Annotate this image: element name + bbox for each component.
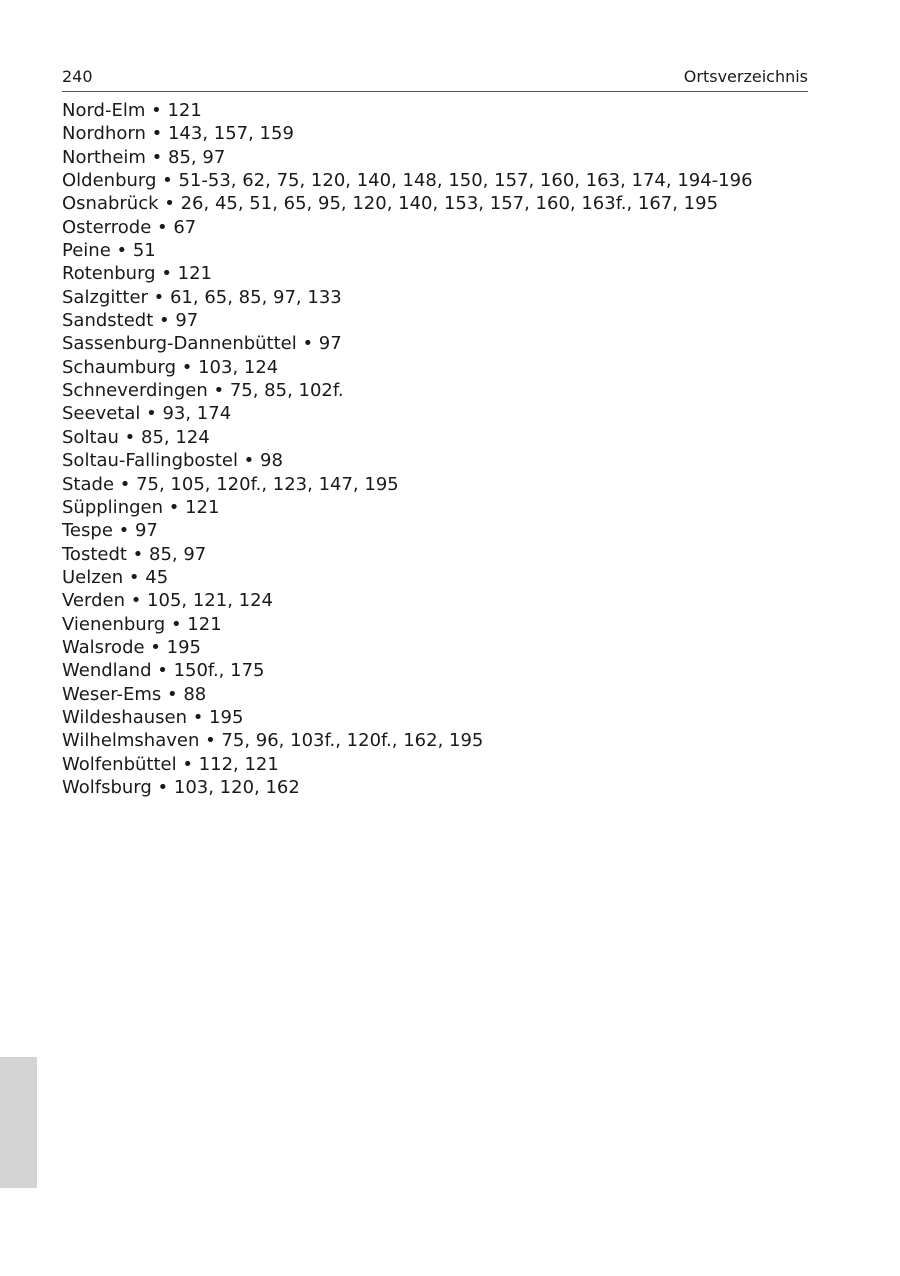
page-header (62, 66, 808, 92)
index-entry: Wolfenbüttel • 112, 121 (62, 753, 279, 775)
index-entry: Osterrode • 67 (62, 216, 197, 238)
place-index-list (62, 99, 862, 799)
index-entry: Rotenburg • 121 (62, 263, 213, 285)
index-entry: Sandstedt • 97 (62, 310, 199, 332)
index-entry: Osnabrück • 26, 45, 51, 65, 95, 120, 140, 153, 157, 160, 163f., 167, 195 (62, 193, 719, 215)
index-entry: Nordhorn • 143, 157, 159 (62, 123, 294, 145)
index-entry: Stade • 75, 105, 120f., 123, 147, 195 (62, 473, 399, 495)
index-entry: Soltau-Fallingbostel • 98 (62, 450, 283, 472)
chapter-thumb-tab (0, 1057, 37, 1188)
index-entry: Walsrode • 195 (62, 636, 201, 658)
index-entry: Schaumburg • 103, 124 (62, 356, 279, 378)
index-entry: Wilhelmshaven • 75, 96, 103f., 120f., 162, 195 (62, 730, 484, 752)
index-entry: Wendland • 150f., 175 (62, 660, 265, 682)
index-entry: Uelzen • 45 (62, 566, 169, 588)
index-entry: Weser-Ems • 88 (62, 683, 207, 705)
index-entry: Sassenburg-Dannenbüttel • 97 (62, 333, 342, 355)
index-entry: Süpplingen • 121 (62, 496, 220, 518)
index-entry: Soltau • 85, 124 (62, 426, 210, 448)
index-entry: Oldenburg • 51-53, 62, 75, 120, 140, 148, 150, 157, 160, 163, 174, 194-196 (62, 170, 753, 192)
index-entry: Schneverdingen • 75, 85, 102f. (62, 380, 344, 402)
index-entry: Tostedt • 85, 97 (62, 543, 207, 565)
index-entry: Peine • 51 (62, 240, 156, 262)
index-entry: Northeim • 85, 97 (62, 146, 226, 168)
index-entry: Salzgitter • 61, 65, 85, 97, 133 (62, 286, 342, 308)
index-entry: Tespe • 97 (62, 520, 158, 542)
index-entry: Seevetal • 93, 174 (62, 403, 232, 425)
index-entry: Wildeshausen • 195 (62, 706, 244, 728)
index-entry: Wolfsburg • 103, 120, 162 (62, 776, 300, 798)
running-head-title: Ortsverzeichnis (683, 67, 808, 86)
index-entry: Vienenburg • 121 (62, 613, 222, 635)
index-entry: Verden • 105, 121, 124 (62, 590, 273, 612)
index-entry: Nord-Elm • 121 (62, 100, 202, 121)
page-number: 240 (62, 67, 93, 86)
